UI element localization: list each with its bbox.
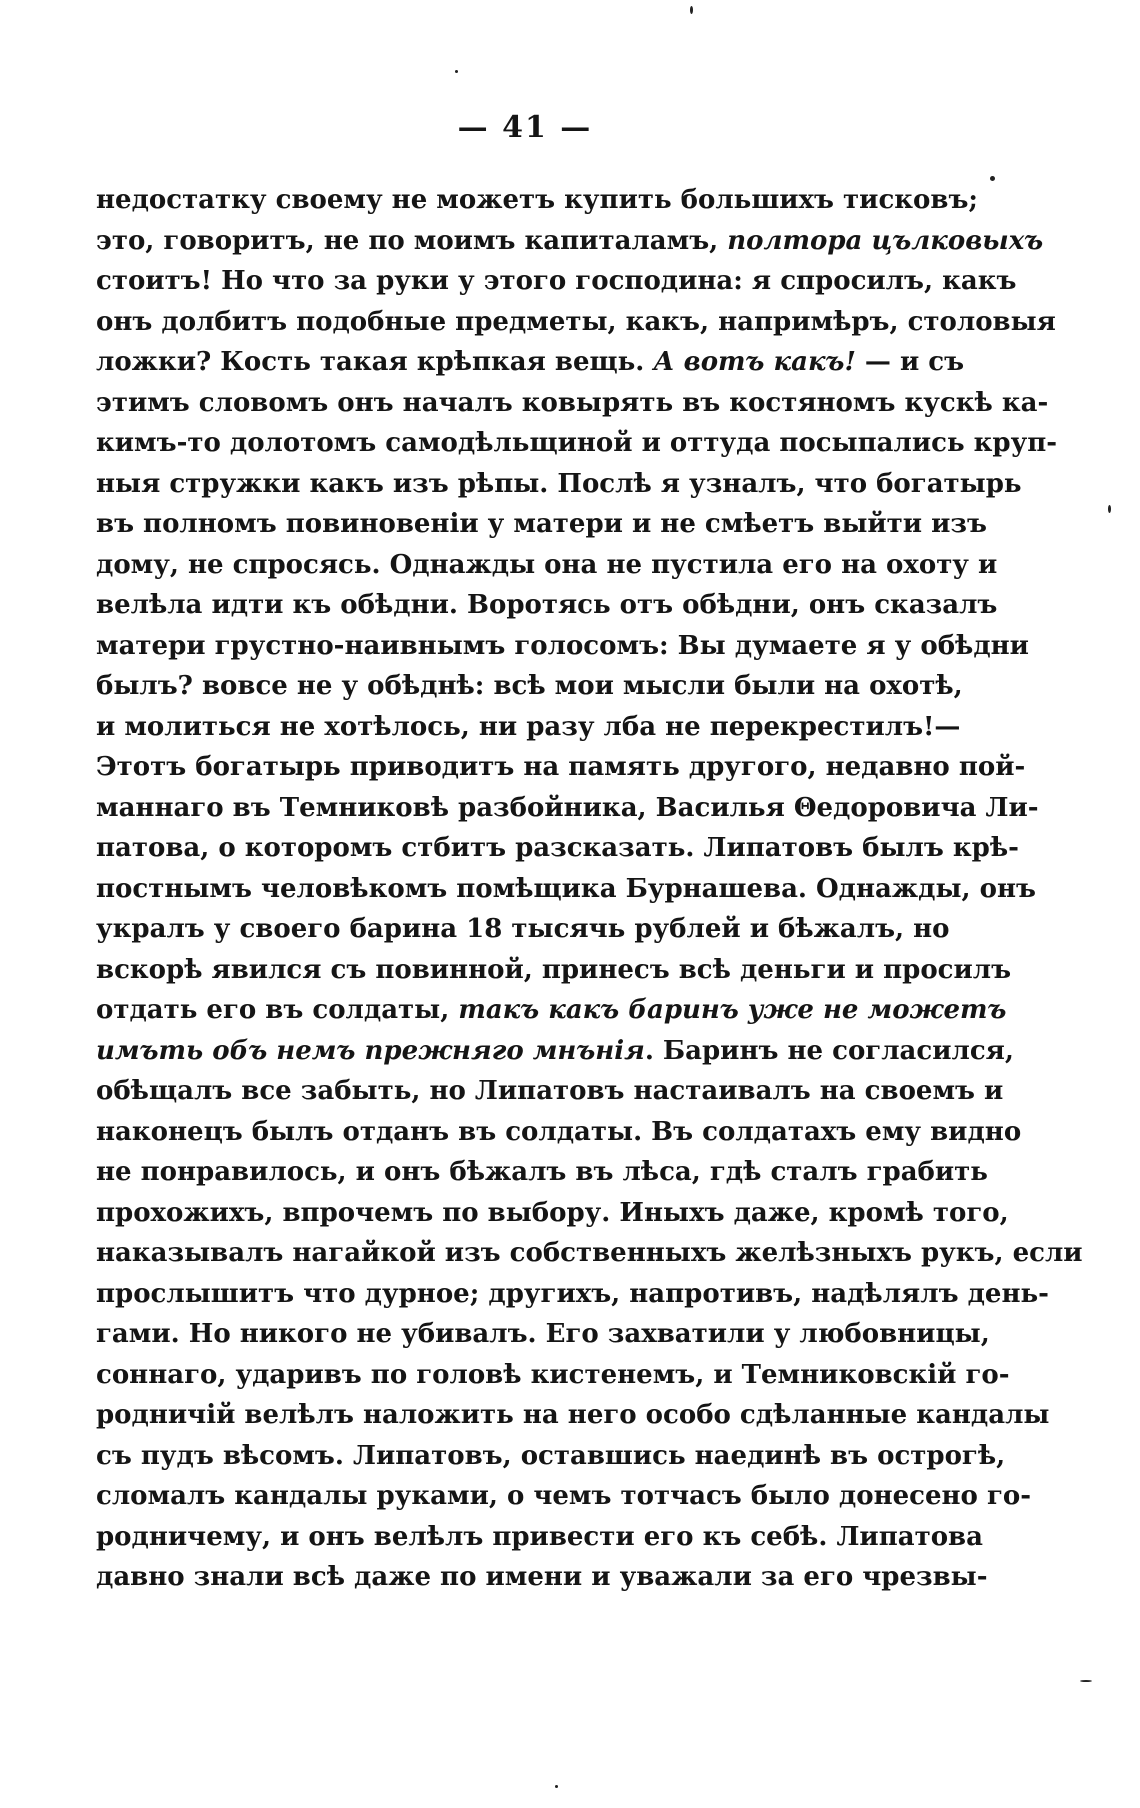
- text-line: [96, 909, 950, 950]
- text-span: стоитъ! Но что за руки у этого господина: я спросилъ, какъ: [96, 266, 1017, 296]
- italic-text-span: имъть объ немъ прежняго мнънія: [96, 1035, 645, 1066]
- scan-speck: [555, 1785, 558, 1788]
- text-span: недостатку своему не можетъ купить большихъ тисковъ;: [96, 185, 979, 215]
- text-line: [96, 383, 1049, 424]
- text-span: этимъ словомъ онъ началъ ковырять въ костяномъ кускѣ ка-: [96, 387, 1049, 418]
- text-line: [96, 990, 1007, 1031]
- text-line: [96, 545, 998, 586]
- text-line: [96, 950, 1012, 991]
- page-number: — 41 —: [457, 110, 593, 145]
- text-span: велѣла идти къ обѣдни. Воротясь отъ обѣдни, онъ сказалъ: [96, 590, 998, 620]
- text-line: [96, 423, 1058, 464]
- text-line: [96, 747, 1026, 788]
- text-span: постнымъ человѣкомъ помѣщика Бурнашева. Однажды, онъ: [96, 873, 1036, 904]
- text-span: кимъ-то долотомъ самодѣльщиной и оттуда посыпались круп-: [96, 428, 1058, 458]
- text-line: [96, 180, 979, 221]
- text-span: матери грустно-наивнымъ голосомъ: Вы думаете я у обѣдни: [96, 630, 1029, 661]
- text-line: [96, 1557, 988, 1598]
- text-line: [96, 1355, 1010, 1396]
- text-span: обѣщалъ все забыть, но Липатовъ настаивалъ на своемъ и: [96, 1076, 1004, 1106]
- text-line: [96, 626, 1029, 667]
- text-line: [96, 1071, 1004, 1112]
- text-span: онъ долбитъ подобные предметы, какъ, напримѣръ, столовыя: [96, 306, 1056, 337]
- scan-speck: [990, 176, 995, 181]
- text-span: патова, о которомъ стбитъ разсказать. Липатовъ былъ крѣ-: [96, 833, 1019, 863]
- text-line: [96, 788, 1039, 829]
- text-span: укралъ у своего барина 18 тысячь рублей и бѣжалъ, но: [96, 914, 950, 944]
- text-span: прохожихъ, впрочемъ по выбору. Иныхъ даже, кромѣ того,: [96, 1197, 1009, 1228]
- text-line: [96, 1274, 1049, 1315]
- text-span: это, говоритъ, не по моимъ капиталамъ,: [96, 225, 728, 256]
- text-span: давно знали всѣ даже по имени и уважали за его чрезвы-: [96, 1562, 988, 1592]
- text-line: [96, 302, 1056, 343]
- text-span: наказывалъ нагайкой изъ собственныхъ желѣзныхъ рукъ, если: [96, 1238, 1083, 1268]
- text-line: [96, 1233, 1083, 1274]
- italic-text-span: такъ какъ баринъ уже не можетъ: [458, 995, 1007, 1025]
- body-text: [96, 180, 1083, 1598]
- text-line: [96, 1517, 983, 1558]
- text-span: дому, не спросясь. Однажды она не пустила его на охоту и: [96, 549, 998, 580]
- text-span: ложки? Кость такая крѣпкая вещь.: [96, 347, 654, 377]
- text-line: [96, 1031, 1014, 1072]
- text-span: ныя стружки какъ изъ рѣпы. Послѣ я узналъ, что богатырь: [96, 468, 1022, 499]
- text-line: [96, 342, 965, 383]
- text-line: [96, 828, 1019, 869]
- text-span: маннаго въ Темниковѣ разбойника, Василья Θедоровича Ли-: [96, 792, 1039, 823]
- text-span: . Баринъ не согласился,: [644, 1035, 1014, 1066]
- text-span: не понравилось, и онъ бѣжалъ въ лѣса, гдѣ сталъ грабить: [96, 1157, 988, 1187]
- text-line: [96, 261, 1017, 302]
- text-line: [96, 585, 998, 626]
- scan-speck: [690, 6, 693, 14]
- text-line: [96, 869, 1036, 910]
- text-span: родничiй велѣлъ наложить на него особо сдѣланные кандалы: [96, 1400, 1050, 1430]
- text-line: [96, 666, 963, 707]
- italic-text-span: полтора цълковыхъ: [727, 225, 1044, 256]
- text-line: [96, 1436, 1006, 1477]
- text-span: родничему, и онъ велѣлъ привести его къ себѣ. Липатова: [96, 1521, 983, 1552]
- text-line: [96, 1395, 1050, 1436]
- text-span: съ пудъ вѣсомъ. Липатовъ, оставшись наединѣ въ острогѣ,: [96, 1440, 1006, 1471]
- text-span: соннаго, ударивъ по головѣ кистенемъ, и Темниковскiй го-: [96, 1359, 1010, 1390]
- scan-speck: [455, 70, 458, 73]
- text-span: гами. Но никого не убивалъ. Его захватили у любовницы,: [96, 1319, 990, 1349]
- text-span: — и съ: [855, 347, 965, 377]
- text-line: [96, 1193, 1009, 1234]
- text-line: [96, 1152, 988, 1193]
- text-span: отдать его въ солдаты,: [96, 995, 459, 1025]
- text-span: и молиться не хотѣлось, ни разу лба не перекрестилъ!—: [96, 711, 961, 742]
- text-line: [96, 464, 1022, 505]
- scan-speck: [1108, 505, 1111, 513]
- text-line: [96, 707, 961, 748]
- text-span: былъ? вовсе не у обѣднѣ: всѣ мои мысли были на охотѣ,: [96, 671, 963, 701]
- text-span: наконецъ былъ отданъ въ солдаты. Въ солдатахъ ему видно: [96, 1116, 1022, 1147]
- text-span: прослышитъ что дурное; другихъ, напротивъ, надѣлялъ день-: [96, 1278, 1049, 1309]
- text-span: въ полномъ повиновенiи у матери и не смѣетъ выйти изъ: [96, 509, 987, 539]
- text-line: [96, 1112, 1022, 1153]
- text-span: вскорѣ явился съ повинной, принесъ всѣ деньги и просилъ: [96, 954, 1012, 985]
- text-span: сломалъ кандалы руками, о чемъ тотчасъ было донесено го-: [96, 1481, 1032, 1511]
- text-line: [96, 504, 987, 545]
- italic-text-span: А вотъ какъ!: [653, 347, 856, 377]
- text-span: Этотъ богатырь приводитъ на память другого, недавно пой-: [96, 752, 1026, 782]
- text-line: [96, 221, 1044, 262]
- text-line: [96, 1476, 1032, 1517]
- text-line: [96, 1314, 990, 1355]
- scan-speck: [1080, 1680, 1092, 1682]
